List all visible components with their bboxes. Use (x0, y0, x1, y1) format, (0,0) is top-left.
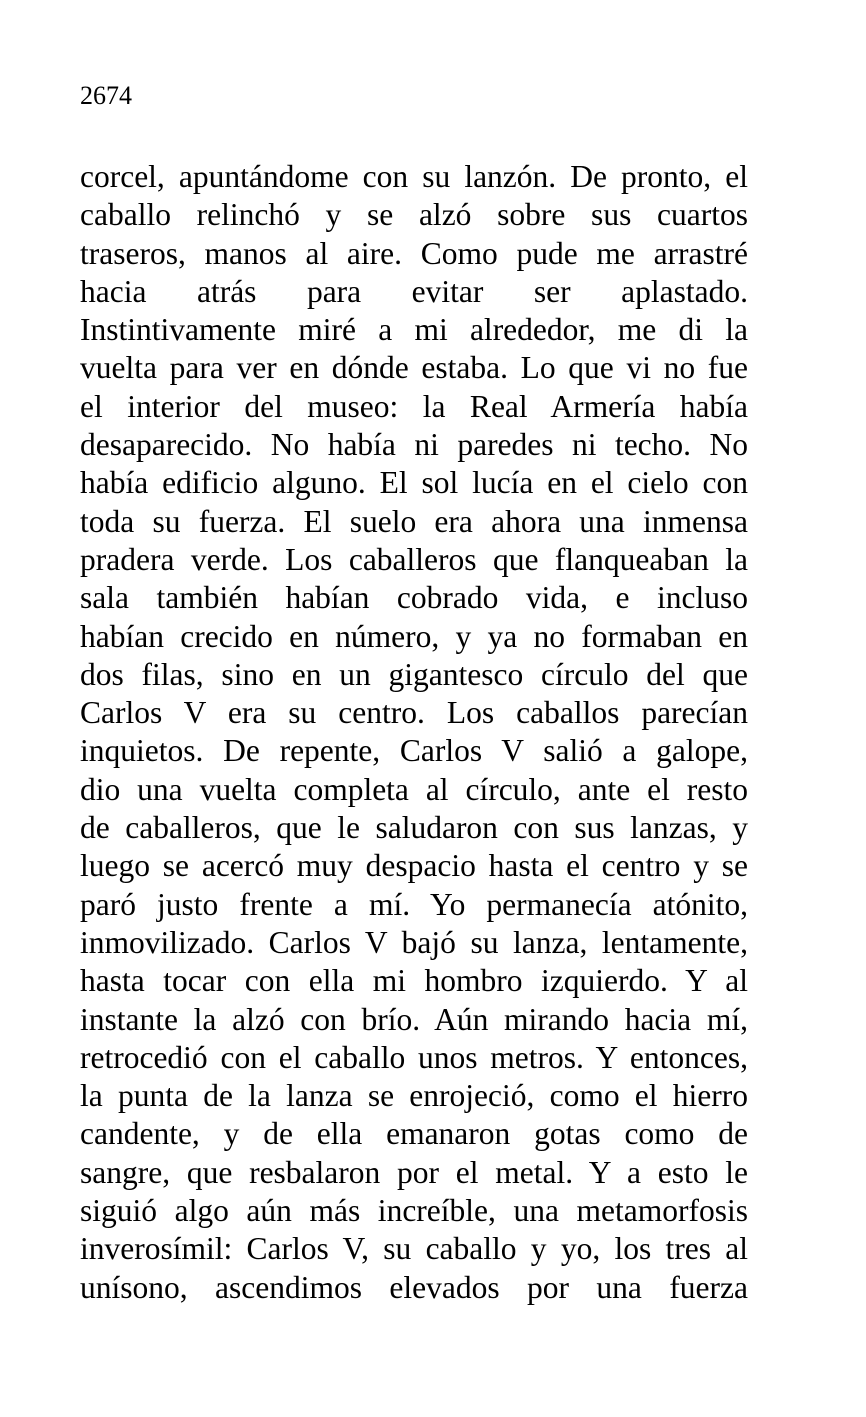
body-text (80, 158, 748, 1307)
text-line: siguió algo aún más increíble, una metamorfosis (80, 1193, 748, 1229)
text-line: habían crecido en número, y ya no formaban en (80, 618, 748, 654)
text-line: hasta tocar con ella mi hombro izquierdo. Y al (80, 963, 748, 999)
text-line: de caballeros, que le saludaron con sus lanzas, y (80, 810, 748, 846)
text-line: pradera verde. Los caballeros que flanqueaban la (80, 541, 748, 577)
text-line: la punta de la lanza se enrojeció, como el hierro (80, 1078, 748, 1114)
text-line: corcel, apuntándome con su lanzón. De pronto, el (80, 159, 748, 194)
text-line: había edificio alguno. El sol lucía en el cielo con (80, 465, 748, 501)
text-line: toda su fuerza. El suelo era ahora una inmensa (80, 503, 748, 539)
text-line: paró justo frente a mí. Yo permanecía atónito, (80, 886, 748, 922)
text-line: Carlos V era su centro. Los caballos parecían (80, 695, 748, 731)
text-line: instante la alzó con brío. Aún mirando hacia mí, (80, 1001, 748, 1037)
text-line: dio una vuelta completa al círculo, ante el resto (80, 771, 748, 807)
text-line: inmovilizado. Carlos V bajó su lanza, lentamente, (80, 924, 748, 960)
text-line: sangre, que resbalaron por el metal. Y a esto le (80, 1154, 748, 1190)
text-line: el interior del museo: la Real Armería había (80, 388, 748, 424)
text-line: candente, y de ella emanaron gotas como de (80, 1116, 748, 1152)
page-number: 2674 (80, 81, 132, 110)
text-line: luego se acercó muy despacio hasta el centro y se (80, 848, 748, 884)
text-line: retrocedió con el caballo unos metros. Y entonces, (80, 1039, 748, 1075)
text-line: vuelta para ver en dónde estaba. Lo que vi no fue (80, 350, 748, 386)
text-line: caballo relinchó y se alzó sobre sus cuartos (80, 197, 748, 233)
text-line: inverosímil: Carlos V, su caballo y yo, los tres al (80, 1231, 748, 1267)
text-line: Instintivamente miré a mi alrededor, me di la (80, 312, 748, 348)
text-line: inquietos. De repente, Carlos V salió a galope, (80, 733, 748, 769)
text-line: unísono, ascendimos elevados por una fuerza (80, 1269, 748, 1305)
text-line: sala también habían cobrado vida, e incluso (80, 580, 748, 616)
text-line: dos filas, sino en un gigantesco círculo del que (80, 656, 748, 692)
text-line: hacia atrás para evitar ser aplastado. (80, 273, 748, 309)
text-line: traseros, manos al aire. Como pude me arrastré (80, 235, 748, 271)
text-line: desaparecido. No había ni paredes ni techo. No (80, 427, 748, 463)
